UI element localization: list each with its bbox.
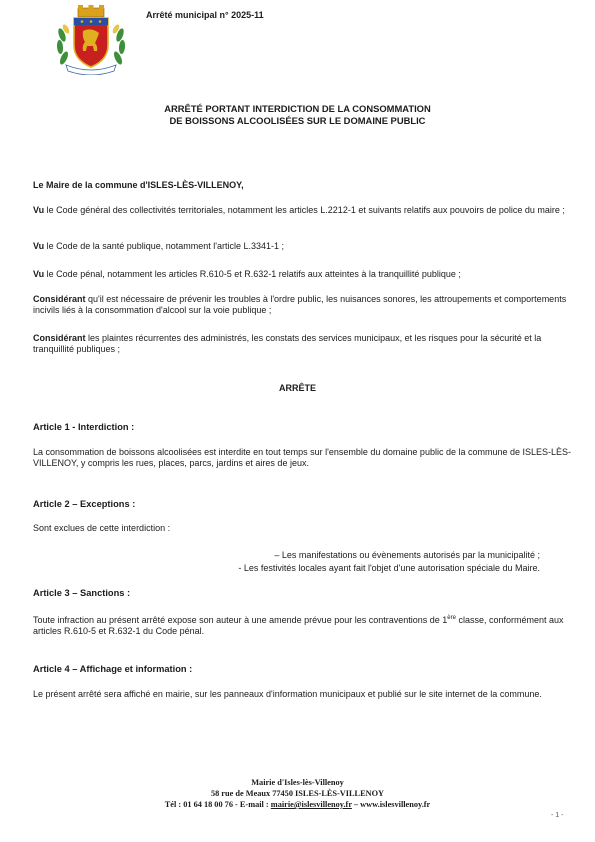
footer-contact bbox=[0, 799, 595, 810]
visa-text: le Code de la santé publique, notamment l'article L.3341-1 ; bbox=[44, 241, 285, 251]
page-number: - 1 - bbox=[551, 812, 564, 819]
footer-email-link[interactable]: mairie@islesvillenoy.fr bbox=[270, 800, 352, 809]
footer bbox=[0, 777, 595, 810]
article-3-sup: ère bbox=[447, 615, 456, 621]
footer-website-link[interactable]: www.islesvillenoy.fr bbox=[360, 800, 431, 809]
arrete-number: Arrêté municipal n° 2025-11 bbox=[146, 10, 264, 20]
considerant-text: qu'il est nécessaire de prévenir les troubles à l'ordre public, les nuisances sonores, les attroupements et comportements incivils liés à la consommation d'alcool sur la voie publique ; bbox=[33, 294, 567, 315]
footer-address: 58 rue de Meaux 77450 ISLES-LÈS-VILLENOY bbox=[210, 789, 385, 798]
visa-lead: Vu bbox=[33, 269, 45, 279]
article-3-text-b: classe, conformément aux articles R.610-5 et R.632-1 du Code pénal. bbox=[33, 615, 564, 636]
considerant-lead: Considérant bbox=[33, 333, 86, 343]
article-1-heading: Article 1 - Interdiction : bbox=[33, 422, 135, 432]
considerant-paragraph bbox=[33, 333, 573, 355]
considerant-lead: Considérant bbox=[33, 294, 86, 304]
article-2-text: Sont exclues de cette interdiction : bbox=[33, 523, 171, 533]
visa-text: le Code général des collectivités territoriales, notamment les articles L.2212-1 et suivants relatifs aux pouvoirs de police du maire ; bbox=[44, 205, 565, 215]
article-3-text-a: Toute infraction au présent arrêté expose son auteur à une amende prévue pour les contraventions de 1 bbox=[33, 615, 448, 625]
exception-item: – Les manifestations ou évènements autorisés par la municipalité ; bbox=[274, 550, 540, 560]
considerant-paragraph bbox=[33, 294, 573, 316]
article-3-text bbox=[33, 613, 573, 637]
article-4-text: Le présent arrêté sera affiché en mairie, sur les panneaux d'information municipaux et publié sur le site internet de la commune. bbox=[33, 689, 542, 699]
visa-lead: Vu bbox=[33, 241, 45, 251]
arrete-heading: ARRÊTE bbox=[278, 383, 316, 393]
footer-mairie-name: Mairie d'Isles-lès-Villenoy bbox=[251, 778, 344, 787]
visa-paragraph bbox=[33, 241, 573, 252]
footer-tel: Tél : 01 64 18 00 76 - E-mail : bbox=[164, 800, 271, 809]
visa-paragraph bbox=[33, 205, 573, 216]
article-3-heading: Article 3 – Sanctions : bbox=[33, 588, 131, 598]
visa-text: le Code pénal, notamment les articles R.610-5 et R.632-1 relatifs aux atteintes à la tranquillité publique ; bbox=[44, 269, 461, 279]
article-2-heading: Article 2 – Exceptions : bbox=[33, 499, 136, 509]
mayor-line: Le Maire de la commune d'ISLES-LÈS-VILLENOY, bbox=[33, 180, 244, 190]
footer-separator: – bbox=[351, 800, 361, 809]
municipal-crest-logo bbox=[52, 5, 130, 75]
title-line-2: DE BOISSONS ALCOOLISÉES SUR LE DOMAINE PUBLIC bbox=[169, 115, 426, 126]
considerant-text: les plaintes récurrentes des administrés, les constats des services municipaux, et les risques pour la sécurité et la tranquillité publiques ; bbox=[33, 333, 542, 354]
article-1-text: La consommation de boissons alcoolisées est interdite en tout temps sur l'ensemble du domaine public de la commune de ISLES-LÈS-VILLENOY, y compris les rues, places, parcs, jardins et aires de jeux. bbox=[33, 447, 572, 468]
article-4-heading: Article 4 – Affichage et information : bbox=[33, 664, 193, 674]
document-title bbox=[0, 103, 595, 127]
visa-paragraph bbox=[33, 269, 573, 280]
title-line-1: ARRÊTÉ PORTANT INTERDICTION DE LA CONSOMMATION bbox=[164, 103, 431, 114]
exception-item: - Les festivités locales ayant fait l'objet d'une autorisation spéciale du Maire. bbox=[238, 563, 540, 573]
visa-lead: Vu bbox=[33, 205, 45, 215]
